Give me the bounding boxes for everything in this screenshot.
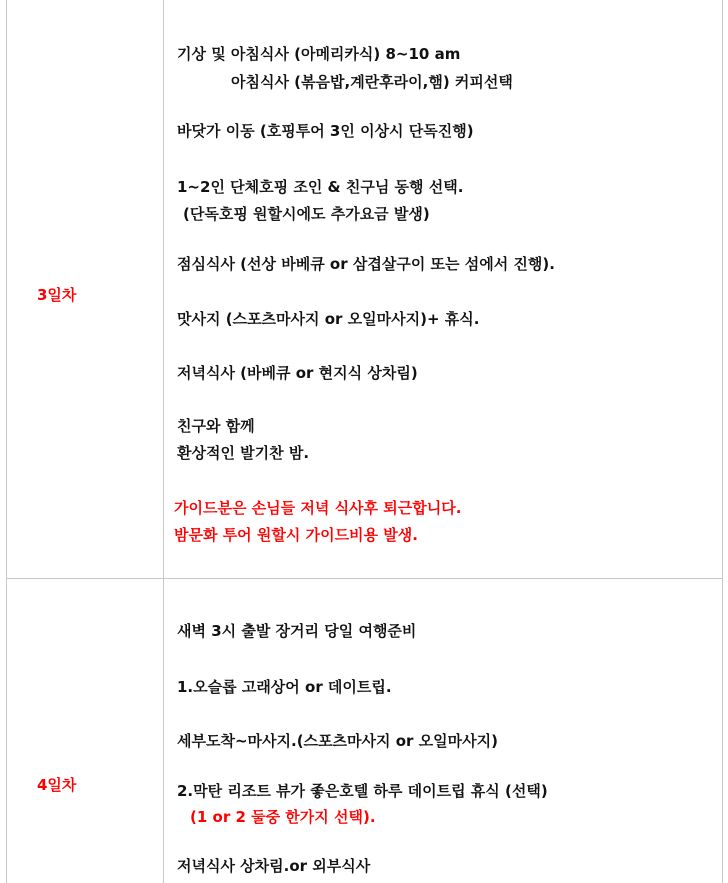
day-4-line-early-departure: 새벽 3시 출발 장거리 당일 여행준비	[177, 622, 417, 640]
table-column-divider	[163, 0, 164, 883]
day-3-line-wake-breakfast: 기상 및 아침식사 (아메리카식) 8~10 am	[177, 45, 461, 63]
day-3-line-dinner: 저녁식사 (바베큐 or 현지식 상차림)	[177, 364, 418, 382]
day-3-line-massage: 맛사지 (스포츠마사지 or 오일마사지)+ 휴식.	[177, 310, 480, 328]
table-border-left	[6, 0, 7, 883]
day-4-line-dinner: 저녁식사 상차림.or 외부식사	[177, 857, 371, 875]
day-3-line-night: 환상적인 발기찬 밤.	[177, 444, 310, 462]
table-border-right	[722, 0, 723, 883]
table-row-divider	[6, 578, 723, 579]
day-3-line-private-hopping-note: (단독호핑 원할시에도 추가요금 발생)	[183, 205, 430, 223]
day-4-line-option-2: 2.막탄 리조트 뷰가 좋은호텔 하루 데이트립 휴식 (선택)	[177, 782, 548, 800]
day-3-line-guide-note: 가이드분은 손님들 저녁 식사후 퇴근합니다.	[174, 499, 462, 517]
day-4-line-choose-one: (1 or 2 둘중 한가지 선택).	[190, 808, 376, 826]
day-3-line-with-friend: 친구와 함께	[177, 417, 255, 435]
day-3-line-breakfast-menu: 아침식사 (볶음밥,계란후라이,햄) 커피선택	[231, 73, 513, 91]
day-3-line-group-hopping: 1~2인 단체호핑 조인 & 친구님 동행 선택.	[177, 178, 464, 196]
day-3-line-nightlife-fee-note: 밤문화 투어 원할시 가이드비용 발생.	[174, 526, 418, 544]
day-3-line-lunch: 점심식사 (선상 바베큐 or 삼겹살구이 또는 섬에서 진행).	[177, 255, 555, 273]
day-4-line-cebu-massage: 세부도착~마사지.(스포츠마사지 or 오일마사지)	[177, 732, 498, 750]
day-3-label: 3일차	[37, 286, 77, 304]
day-4-label: 4일차	[37, 776, 77, 794]
day-4-line-option-1: 1.오슬롭 고래상어 or 데이트립.	[177, 678, 392, 696]
day-3-line-beach-move: 바닷가 이동 (호핑투어 3인 이상시 단독진행)	[177, 122, 474, 140]
